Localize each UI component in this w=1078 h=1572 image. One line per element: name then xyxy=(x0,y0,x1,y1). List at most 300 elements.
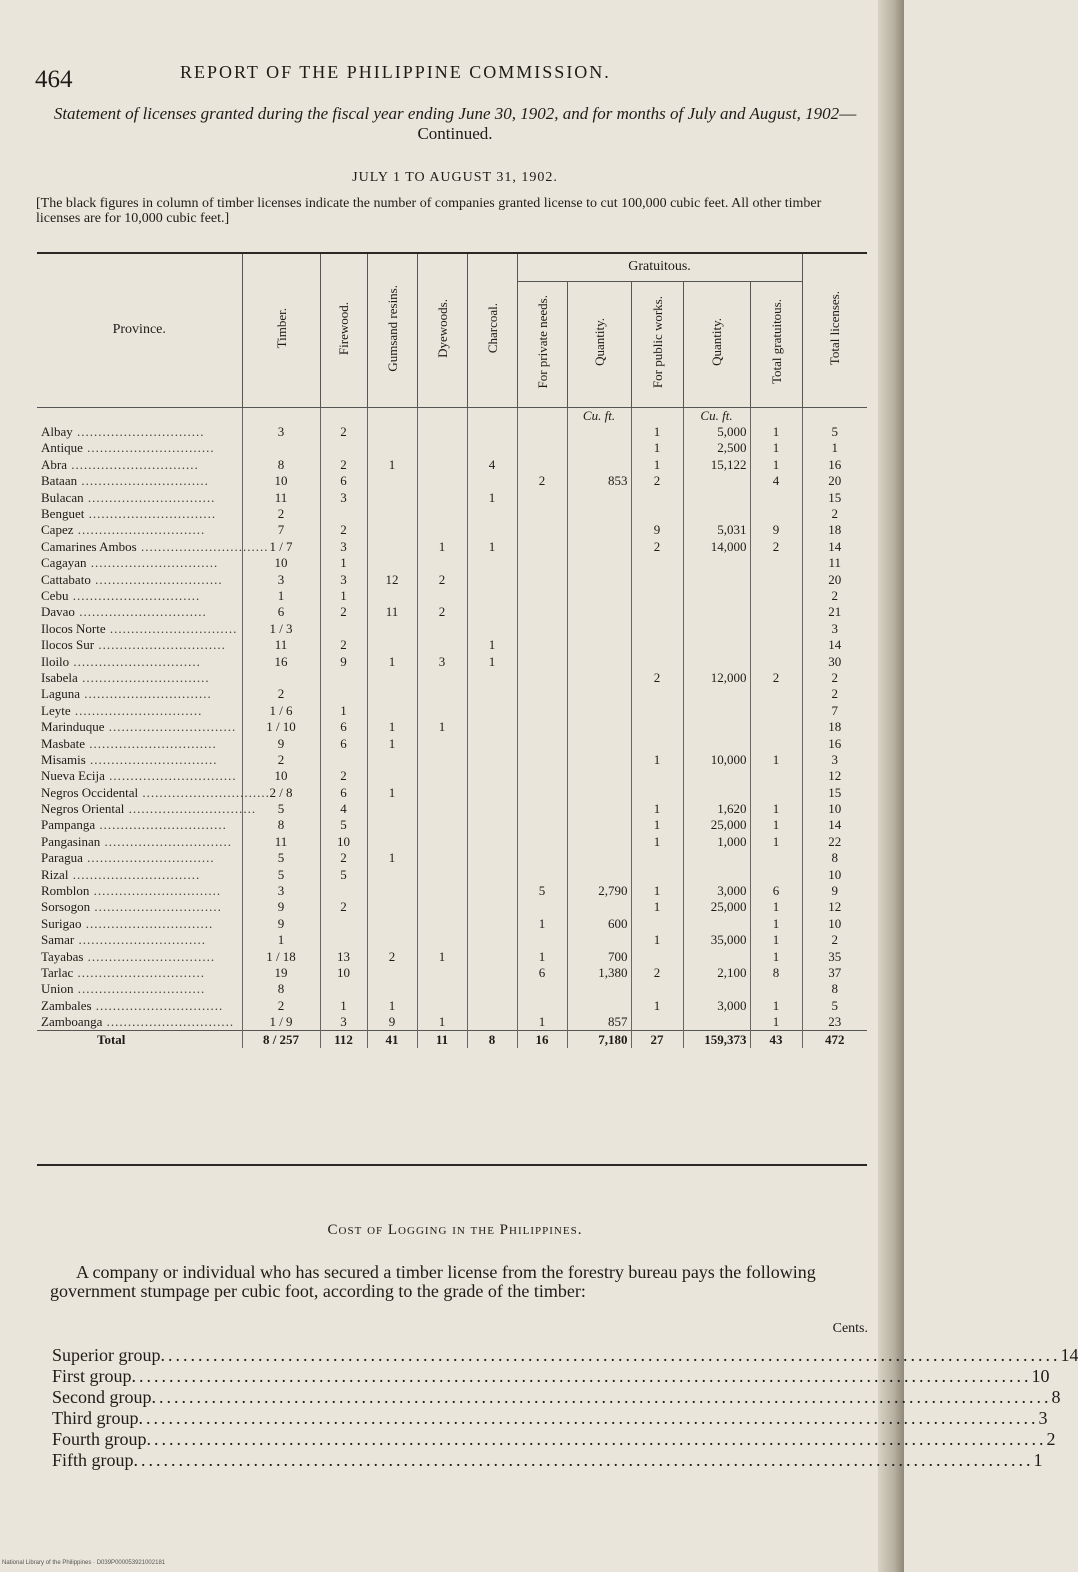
province-cell: Laguna .............................. xyxy=(41,686,212,702)
cell-g: 12 xyxy=(367,571,417,587)
cell-f: 3 xyxy=(320,539,367,555)
cell-f: 13 xyxy=(320,948,367,964)
cell-tot: 3 xyxy=(802,752,867,768)
cell-pr: 6 xyxy=(517,965,567,981)
grade-label: Fourth group xyxy=(52,1429,147,1449)
cell-tot: 10 xyxy=(802,916,867,932)
cell-tot: 5 xyxy=(802,424,867,440)
cell-d: 2 xyxy=(417,604,467,620)
cell-d: 1 xyxy=(417,1014,467,1031)
table-bottom-rule xyxy=(37,1164,867,1166)
cell-g xyxy=(367,834,417,850)
cell-q1 xyxy=(567,719,631,735)
stumpage-paragraph: A company or individual who has secured a timber license from the forestry bureau pays the following government stumpage per cubic foot, according to the grade of the timber: xyxy=(50,1262,816,1301)
cell-t: 9 xyxy=(242,735,320,751)
cell-d xyxy=(417,424,467,440)
cell-pu xyxy=(631,784,683,800)
cell-q2 xyxy=(683,866,750,882)
cell-t: 5 xyxy=(242,850,320,866)
province-cell: Tayabas .............................. xyxy=(41,948,216,964)
cell-d xyxy=(417,703,467,719)
cell-tg xyxy=(750,719,802,735)
province-cell: Bulacan .............................. xyxy=(41,489,216,505)
cell-tot: 23 xyxy=(802,1014,867,1031)
cell-q1 xyxy=(567,604,631,620)
cell-q1 xyxy=(567,735,631,751)
cell-pr xyxy=(517,621,567,637)
cell-pu: 2 xyxy=(631,670,683,686)
license-table xyxy=(37,252,867,1048)
cell-pr xyxy=(517,424,567,440)
cell-c xyxy=(467,588,517,604)
grade-list xyxy=(52,1345,1078,1471)
cell-f: 2 xyxy=(320,424,367,440)
cell-tg xyxy=(750,653,802,669)
table-row xyxy=(37,801,867,817)
cell-pu xyxy=(631,653,683,669)
cell-tot: 2 xyxy=(802,670,867,686)
cell-q2: 159,373 xyxy=(683,1031,750,1048)
cell-pr xyxy=(517,653,567,669)
grade-label: Superior group xyxy=(52,1345,161,1365)
cell-q1 xyxy=(567,850,631,866)
cell-f: 2 xyxy=(320,850,367,866)
grade-label: First group xyxy=(52,1366,132,1386)
cell-q2 xyxy=(683,506,750,522)
cell-d xyxy=(417,883,467,899)
grade-value: 10 xyxy=(1031,1366,1050,1386)
cell-q2: 5,031 xyxy=(683,522,750,538)
cell-f: 3 xyxy=(320,1014,367,1031)
cell-pu: 1 xyxy=(631,752,683,768)
cell-q2 xyxy=(683,571,750,587)
cell-d xyxy=(417,817,467,833)
cell-f: 2 xyxy=(320,768,367,784)
cell-pr xyxy=(517,440,567,456)
cell-f: 10 xyxy=(320,965,367,981)
cell-q1 xyxy=(567,768,631,784)
grade-row xyxy=(52,1408,1048,1429)
cell-t: 3 xyxy=(242,571,320,587)
cell-c: 8 xyxy=(467,1031,517,1048)
cell-t: 11 xyxy=(242,637,320,653)
cell-d: 3 xyxy=(417,653,467,669)
cell-q1: 853 xyxy=(567,473,631,489)
cell-tg xyxy=(750,571,802,587)
province-cell: Davao .............................. xyxy=(41,604,207,620)
cell-pu: 2 xyxy=(631,473,683,489)
cell-pr xyxy=(517,850,567,866)
cell-g: 1 xyxy=(367,850,417,866)
scan-credit: National Library of the Philippines · D039P000053921002181 xyxy=(2,1560,166,1566)
cell-q2 xyxy=(683,850,750,866)
province-cell: Surigao .............................. xyxy=(41,915,214,931)
cell-c xyxy=(467,571,517,587)
cell-tg xyxy=(750,866,802,882)
cell-q1 xyxy=(567,506,631,522)
cell-q1 xyxy=(567,866,631,882)
province-cell: Union .............................. xyxy=(41,981,206,997)
cell-f: 5 xyxy=(320,866,367,882)
cell-tg: 1 xyxy=(750,1014,802,1031)
cell-t: 3 xyxy=(242,883,320,899)
cell-g xyxy=(367,768,417,784)
cell-q2 xyxy=(683,588,750,604)
cell-q2 xyxy=(683,604,750,620)
table-row xyxy=(37,670,867,686)
cell-c xyxy=(467,604,517,620)
cell-tot: 20 xyxy=(802,571,867,587)
cell-c xyxy=(467,948,517,964)
cell-q1 xyxy=(567,653,631,669)
province-cell: Capez .............................. xyxy=(41,522,206,538)
cell-f: 2 xyxy=(320,637,367,653)
cell-pu: 9 xyxy=(631,522,683,538)
province-cell: Cattabato .............................. xyxy=(41,571,223,587)
cell-tg: 1 xyxy=(750,932,802,948)
cell-tot: 18 xyxy=(802,719,867,735)
cell-q1: 600 xyxy=(567,916,631,932)
cell-pr xyxy=(517,752,567,768)
cell-pr: 5 xyxy=(517,883,567,899)
cell-q2 xyxy=(683,719,750,735)
cell-f: 9 xyxy=(320,653,367,669)
cell-q1 xyxy=(567,539,631,555)
table-row xyxy=(37,981,867,997)
cell-pr xyxy=(517,834,567,850)
cell-pr xyxy=(517,571,567,587)
cell-c xyxy=(467,784,517,800)
cell-t: 2 xyxy=(242,752,320,768)
cell-t: 10 xyxy=(242,473,320,489)
table-row xyxy=(37,522,867,538)
caption-italic: Statement of licenses granted during the fiscal year ending June 30, 1902, and for months of July and August, 1902 xyxy=(53,104,840,123)
cell-tg xyxy=(750,604,802,620)
cell-tg: 2 xyxy=(750,539,802,555)
province-cell: Paragua .............................. xyxy=(41,850,215,866)
cell-pr xyxy=(517,539,567,555)
cell-g xyxy=(367,965,417,981)
cell-q1 xyxy=(567,621,631,637)
cell-g xyxy=(367,670,417,686)
grade-value: 2 xyxy=(1046,1429,1056,1449)
cell-d xyxy=(417,555,467,571)
table-row xyxy=(37,719,867,735)
cell-tot: 14 xyxy=(802,817,867,833)
cell-pu xyxy=(631,866,683,882)
cell-t: 5 xyxy=(242,801,320,817)
table-row xyxy=(37,998,867,1014)
grade-value: 14 xyxy=(1060,1345,1078,1365)
table-row xyxy=(37,965,867,981)
page-number: 464 xyxy=(35,66,73,93)
cell-q2: 1,620 xyxy=(683,801,750,817)
cell-g xyxy=(367,801,417,817)
province-cell: Rizal .............................. xyxy=(41,866,201,882)
cell-tg xyxy=(750,686,802,702)
province-cell: Cebu .............................. xyxy=(41,587,201,603)
cell-d xyxy=(417,965,467,981)
cell-c xyxy=(467,1014,517,1031)
cell-q2: 15,122 xyxy=(683,457,750,473)
province-cell: Bataan .............................. xyxy=(41,473,209,489)
cell-d xyxy=(417,998,467,1014)
cell-q1 xyxy=(567,424,631,440)
cell-d xyxy=(417,866,467,882)
cell-pu: 1 xyxy=(631,424,683,440)
cell-d xyxy=(417,834,467,850)
cell-f: 6 xyxy=(320,719,367,735)
cell-pu xyxy=(631,768,683,784)
cell-t: 2 / 8 xyxy=(242,784,320,800)
cell-g: 1 xyxy=(367,457,417,473)
units-row xyxy=(37,407,867,424)
cell-tot: 7 xyxy=(802,703,867,719)
cell-tot: 472 xyxy=(802,1031,867,1048)
table-row xyxy=(37,784,867,800)
cell-f: 6 xyxy=(320,473,367,489)
cell-d xyxy=(417,473,467,489)
province-cell: Tarlac .............................. xyxy=(41,964,206,980)
cell-tg: 6 xyxy=(750,883,802,899)
cell-tot: 16 xyxy=(802,457,867,473)
cell-tg: 1 xyxy=(750,457,802,473)
cell-c xyxy=(467,817,517,833)
cell-q1 xyxy=(567,637,631,653)
grade-row xyxy=(52,1450,1043,1471)
cell-q1 xyxy=(567,522,631,538)
cell-t: 1 xyxy=(242,932,320,948)
cell-tg xyxy=(750,637,802,653)
col-charcoal: Charcoal. xyxy=(467,253,517,407)
cell-tot: 11 xyxy=(802,555,867,571)
province-cell: Negros Occidental .............................. xyxy=(41,784,270,800)
cell-f: 2 xyxy=(320,522,367,538)
cell-pu xyxy=(631,719,683,735)
cell-pr xyxy=(517,981,567,997)
province-cell: Antique .............................. xyxy=(41,440,215,456)
cell-t: 9 xyxy=(242,899,320,915)
cell-f: 6 xyxy=(320,784,367,800)
table-row xyxy=(37,424,867,440)
cell-t: 1 / 9 xyxy=(242,1014,320,1031)
col-quantity-private: Quantity. xyxy=(567,281,631,407)
cell-tot: 10 xyxy=(802,866,867,882)
table-row xyxy=(37,703,867,719)
cell-d xyxy=(417,686,467,702)
cell-f: 5 xyxy=(320,817,367,833)
cell-t: 1 / 18 xyxy=(242,948,320,964)
cell-tot: 8 xyxy=(802,850,867,866)
cell-f: 6 xyxy=(320,735,367,751)
cell-f: 2 xyxy=(320,457,367,473)
province-cell: Abra .............................. xyxy=(41,456,199,472)
cell-g xyxy=(367,506,417,522)
cell-t: 2 xyxy=(242,998,320,1014)
cell-c xyxy=(467,621,517,637)
grade-label: Third group xyxy=(52,1408,139,1428)
province-cell: Camarines Ambos .............................. xyxy=(41,538,269,554)
leader-dots: ........................................................................................................................ xyxy=(138,1408,1039,1428)
cell-q1 xyxy=(567,817,631,833)
province-cell: Benguet .............................. xyxy=(41,506,217,522)
cell-g xyxy=(367,588,417,604)
cell-tot: 2 xyxy=(802,686,867,702)
cell-pr xyxy=(517,637,567,653)
cell-t: 19 xyxy=(242,965,320,981)
leader-dots: ........................................................................................................................ xyxy=(160,1345,1061,1365)
cell-q1: 700 xyxy=(567,948,631,964)
cell-tot: 20 xyxy=(802,473,867,489)
cell-g xyxy=(367,440,417,456)
cell-tot: 10 xyxy=(802,801,867,817)
grade-value: 3 xyxy=(1038,1408,1048,1428)
cell-g xyxy=(367,703,417,719)
cell-g: 9 xyxy=(367,1014,417,1031)
table-row xyxy=(37,506,867,522)
page-edge-shadow xyxy=(878,0,904,1572)
cell-pu xyxy=(631,1014,683,1031)
cell-f: 3 xyxy=(320,571,367,587)
cell-f xyxy=(320,752,367,768)
cell-f: 1 xyxy=(320,998,367,1014)
cell-q1 xyxy=(567,440,631,456)
cell-q2: 14,000 xyxy=(683,539,750,555)
cell-f: 4 xyxy=(320,801,367,817)
table-row xyxy=(37,883,867,899)
cell-d xyxy=(417,752,467,768)
cell-d: 2 xyxy=(417,571,467,587)
cell-tg xyxy=(750,703,802,719)
cell-q1 xyxy=(567,932,631,948)
grade-row xyxy=(52,1366,1050,1387)
cell-pr: 1 xyxy=(517,948,567,964)
cell-pr xyxy=(517,457,567,473)
cell-f xyxy=(320,932,367,948)
cell-tot: 15 xyxy=(802,489,867,505)
cell-g: 11 xyxy=(367,604,417,620)
cell-q2: 25,000 xyxy=(683,899,750,915)
col-quantity-public: Quantity. xyxy=(683,281,750,407)
cell-c xyxy=(467,834,517,850)
province-cell: Misamis .............................. xyxy=(41,751,218,767)
cell-q2: 3,000 xyxy=(683,998,750,1014)
leader-dots: ........................................................................................................................ xyxy=(146,1429,1047,1449)
cell-t: 8 xyxy=(242,457,320,473)
province-cell: Isabela .............................. xyxy=(41,669,210,685)
cell-f: 1 xyxy=(320,588,367,604)
cell-f xyxy=(320,670,367,686)
cell-q1 xyxy=(567,571,631,587)
cell-tg xyxy=(750,621,802,637)
cell-g: 2 xyxy=(367,948,417,964)
col-total-licenses: Total licenses. xyxy=(802,253,867,407)
table-row xyxy=(37,571,867,587)
leader-dots: ........................................................................................................................ xyxy=(131,1366,1032,1386)
table-note: [The black figures in column of timber licenses indicate the number of companies granted license to cut 100,000 cubic feet. All other timber licenses are for 10,000 cubic feet.] xyxy=(36,196,822,226)
table-caption xyxy=(35,104,875,144)
cell-g xyxy=(367,981,417,997)
cell-tg xyxy=(750,489,802,505)
cell-q2 xyxy=(683,621,750,637)
cell-tot: 1 xyxy=(802,440,867,456)
cell-d xyxy=(417,801,467,817)
cell-pu xyxy=(631,506,683,522)
cell-q1 xyxy=(567,555,631,571)
cell-tot: 2 xyxy=(802,932,867,948)
cell-c xyxy=(467,932,517,948)
cell-c xyxy=(467,735,517,751)
cell-q2: 3,000 xyxy=(683,883,750,899)
cell-pu xyxy=(631,735,683,751)
cell-pr xyxy=(517,489,567,505)
cell-tg: 1 xyxy=(750,998,802,1014)
cell-g xyxy=(367,899,417,915)
cell-pu: 1 xyxy=(631,932,683,948)
province-cell: Zambales .............................. xyxy=(41,997,224,1013)
cell-t: 3 xyxy=(242,424,320,440)
cell-pr xyxy=(517,998,567,1014)
cell-t: 1 / 3 xyxy=(242,621,320,637)
cell-pr xyxy=(517,932,567,948)
cell-d xyxy=(417,899,467,915)
province-cell: Negros Oriental .............................. xyxy=(41,801,257,817)
table-row xyxy=(37,686,867,702)
table-row xyxy=(37,735,867,751)
cell-q1 xyxy=(567,670,631,686)
col-firewood: Firewood. xyxy=(320,253,367,407)
cell-pu xyxy=(631,948,683,964)
cell-tg: 9 xyxy=(750,522,802,538)
date-range-subheading: JULY 1 TO AUGUST 31, 1902. xyxy=(352,170,558,185)
cell-c: 4 xyxy=(467,457,517,473)
cell-q1 xyxy=(567,752,631,768)
cell-g xyxy=(367,817,417,833)
cell-tg: 1 xyxy=(750,834,802,850)
cell-q2: 10,000 xyxy=(683,752,750,768)
cell-q2 xyxy=(683,1014,750,1031)
table-row xyxy=(37,621,867,637)
province-cell: Marinduque .............................. xyxy=(41,719,237,735)
cell-q2 xyxy=(683,768,750,784)
cell-t: 1 / 7 xyxy=(242,539,320,555)
cell-q1: 1,380 xyxy=(567,965,631,981)
cell-pr xyxy=(517,801,567,817)
cell-f xyxy=(320,916,367,932)
table-row xyxy=(37,768,867,784)
cell-f: 112 xyxy=(320,1031,367,1048)
cell-pu: 1 xyxy=(631,440,683,456)
table-row xyxy=(37,834,867,850)
cell-q1 xyxy=(567,686,631,702)
col-gums-resins: Gumsand resins. xyxy=(367,253,417,407)
table-row xyxy=(37,588,867,604)
cell-pr xyxy=(517,735,567,751)
cell-g xyxy=(367,522,417,538)
cell-t: 1 / 6 xyxy=(242,703,320,719)
cell-pr xyxy=(517,784,567,800)
table-row xyxy=(37,653,867,669)
province-cell: Sorsogon .............................. xyxy=(41,899,222,915)
cell-c xyxy=(467,670,517,686)
cell-t: 6 xyxy=(242,604,320,620)
cell-tot: 35 xyxy=(802,948,867,964)
cell-c xyxy=(467,703,517,719)
cell-t: 5 xyxy=(242,866,320,882)
cell-pr xyxy=(517,604,567,620)
cell-g: 1 xyxy=(367,784,417,800)
cell-pu xyxy=(631,686,683,702)
